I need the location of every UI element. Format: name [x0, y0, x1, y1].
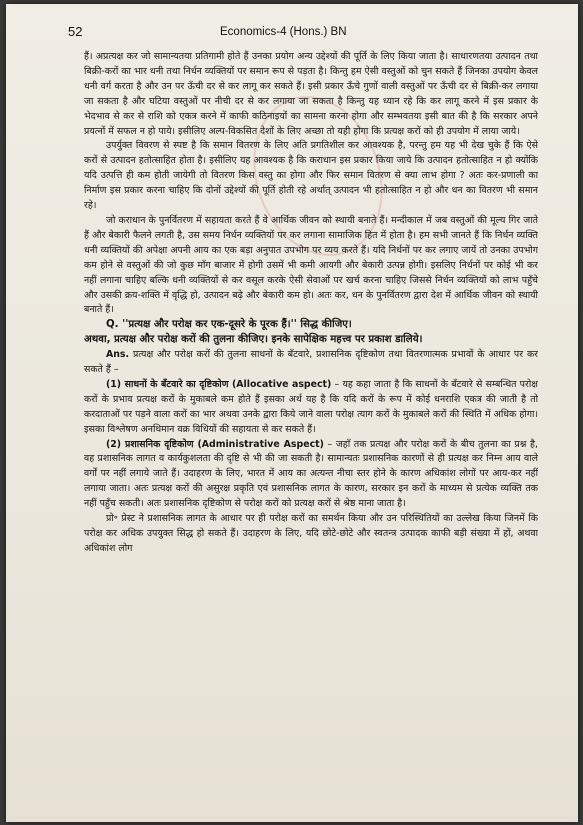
question-heading: Q. ''प्रत्यक्ष और परोक्ष कर एक-दूसरे के पूरक हैं।'' सिद्ध कीजिए। — [106, 319, 352, 331]
answer-label: Ans. — [106, 349, 130, 361]
paragraph-2: उपर्युक्त विवरण से स्पष्ट है कि समान वितरण के लिए अति प्रगतिशील कर आवश्यक है, परन्तु हम यह भी देख चुके हैं कि ऐसे करों से उत्पादन हतोत्साहित होता है। इसीलिए यह आवश्यक है कि कराधान इस प्रकार किया जाये कि उत्पादन हतोत्साहित न हो क्योंकि यदि उत्पत्ति ही कम होती जायेगी तो वितरण किस वस्तु का होगा और फिर समान वितरण से क्या लाभ होगा ? अतः कर-प्रणाली का निर्माण इस प्रकार करना चाहिए कि दोनों उद्देश्यों की पूर्ति होती रहे अर्थात् उत्पादन भी हतोत्साहित न हो और धन का वितरण भी समान रहे। — [84, 140, 538, 212]
paragraph-3: जो कराधान के पुनर्वितरण में सहायता करते हैं वे आर्थिक जीवन को स्थायी बनाते हैं। मन्दीकाल में जब वस्तुओं की मूल्य गिर जाते हैं और बेकारी फैलने लगती है, उस समय निर्धन व्यक्तियों पर कर लगाना सामाजिक हित में होता है। हम सभी जानते हैं कि निर्धन व्यक्ति धनी व्यक्तियों की अपेक्षा अपनी आय का एक बड़ा अनुपात उपभोग पर व्यय करते हैं। यदि निर्धनों पर कर लगाए जायें तो उनका उपभोग कम होने से वस्तुओं की जो कुछ माँग बाजार में होगी उसमें भी कमी आयगी और बेकारी उत्पन्न होगी। इसलिए निर्धनों पर कोई भी कर नहीं लगाना चाहिए बल्कि धनी व्यक्तियों से कर वसूल करके ऐसी सेवाओं पर खर्च करना चाहिए जिससे निर्धन व्यक्तियों को लाभ पहुँचे और उसकी क्रय-शक्ति में वृद्धि हो, उत्पादन बढ़े और बेकारी कम हो। अतः कर, धन के पुनर्वितरण द्वारा देश में आर्थिक जीवन को स्थायी बनाते हैं। — [84, 214, 538, 316]
answer-point-1 — [84, 378, 538, 438]
point-2-heading: (2) प्रशासनिक दृष्टिकोण (Administrative Aspect) — [106, 438, 324, 450]
paragraph-1: हैं। अप्रत्यक्ष कर जो सामान्यतया प्रतिगामी होते हैं उनका प्रयोग अन्य उद्देश्यों की पूर्ति के लिए किया जाता है। साधारणतया उत्पादन तथा बिक्री-करों का भार धनी तथा निर्धन व्यक्तियों पर समान रूप से पड़ता है। किन्तु हम ऐसी वस्तुओं को चुन सकते हैं जिनका उपयोग केवल धनी वर्ग करता है और उन पर ऊँची दर से कर लागू कर सकते हैं। इसी प्रकार ऊँचे गुणों वाली वस्तुओं पर ऊँची दर से बिक्री-कर लगाया जा सकता है और घटिया वस्तुओं पर नीची दर से कर लगाया जा सकता है किन्तु यह ध्यान रहे कि कर लागू करने में इस प्रकार के भेदभाव से कर से राशि को एकत्र करने में काफी कठिनाइयों का सामना करना होगा और सम्भवतया इसी बात की है कि सरकार अपने प्रयत्नों में सफल न हो पाये। इसीलिए अल्प-विकसित देशों के लिए अच्छा तो यही होगा कि प्रत्यक्ष करों को ही उपयोग में लाया जाये। — [84, 51, 538, 137]
answer-intro — [84, 348, 538, 378]
question-alternate: अथवा, प्रत्यक्ष और परोक्ष करों की तुलना कीजिए। इनके सापेक्षिक महत्त्व पर प्रकाश डालिये। — [84, 334, 423, 346]
answer-closing: प्रो॰ प्रेस्ट ने प्रशासनिक लागत के आधार पर ही परोक्ष करों का समर्थन किया और उन परिस्थितियों का उल्लेख किया जिनमें कि परोक्ष कर अधिक उपयुक्त सिद्ध हो सकते हैं। उदाहरण के लिए, यदि छोटे-छोटे और स्वतन्त्र उत्पादक काफी बड़ी संख्या में हों, अथवा अधिकांश लोग — [84, 513, 538, 554]
answer-intro-text: प्रत्यक्ष और परोक्ष करों की तुलना साधनों के बँटवारे, प्रशासनिक दृष्टिकोण तथा वितरणात्मक प्रभावों के आधार पर कर सकते हैं – — [84, 349, 538, 376]
answer-point-2 — [84, 438, 538, 513]
point-2-text: – जहाँ तक प्रत्यक्ष और परोक्ष करों के बीच तुलना का प्रश्न है, वह प्रशासनिक लागत व कार्यकुशलता की दृष्टि से भी की जा सकती है। सामान्यतः प्रशासनिक कारणों से ही प्रत्यक्ष कर निम्न आय वाले वर्गों पर नहीं लगाये जाते हैं। उदाहरण के लिए, भारत में आय का अत्यन्त नीचा स्तर होने के कारण अधिकांश लोगों पर आय-कर नहीं लगाया जाता। अतः प्रत्यक्ष करों की असुरक्ष प्रकृति एवं प्रशासनिक लागत के कारण, सरकार इन करों के माध्यम से प्रत्येक व्यक्ति तक नहीं पहुँच सकती। अतः प्रशासनिक दृष्टिकोण से परोक्ष करों को प्रत्यक्ष करों से श्रेष्ठ माना जाता है। — [84, 438, 538, 510]
book-page — [6, 4, 578, 822]
page-number: 52 — [68, 24, 83, 39]
point-1-heading: (1) साधनों के बँटवारे का दृष्टिकोण (Allocative aspect) — [106, 378, 332, 390]
page-header — [68, 18, 538, 42]
point-1-text: – यह कहा जाता है कि साधनों के बँटवारे से सम्बन्धित परोक्ष करों के प्रभाव प्रत्यक्ष करों के मुकाबले कम होते हैं इसका अर्थ यह है कि यदि करों के रूप में कोई धनराशि एकत्र की जाती है तो करदाताओं पर पड़ने वाला करों का भार अथवा उनके द्वारा किये जाने वाला परोक्ष त्याग करों के मुकाबले करों की स्थिति में अधिक होगा। इसका विश्लेषण अनधिमान वक्र विधियों की सहायता से कर सकते हैं। — [84, 378, 538, 435]
page-body — [84, 50, 538, 804]
running-head: Economics-4 (Hons.) BN — [220, 26, 347, 38]
